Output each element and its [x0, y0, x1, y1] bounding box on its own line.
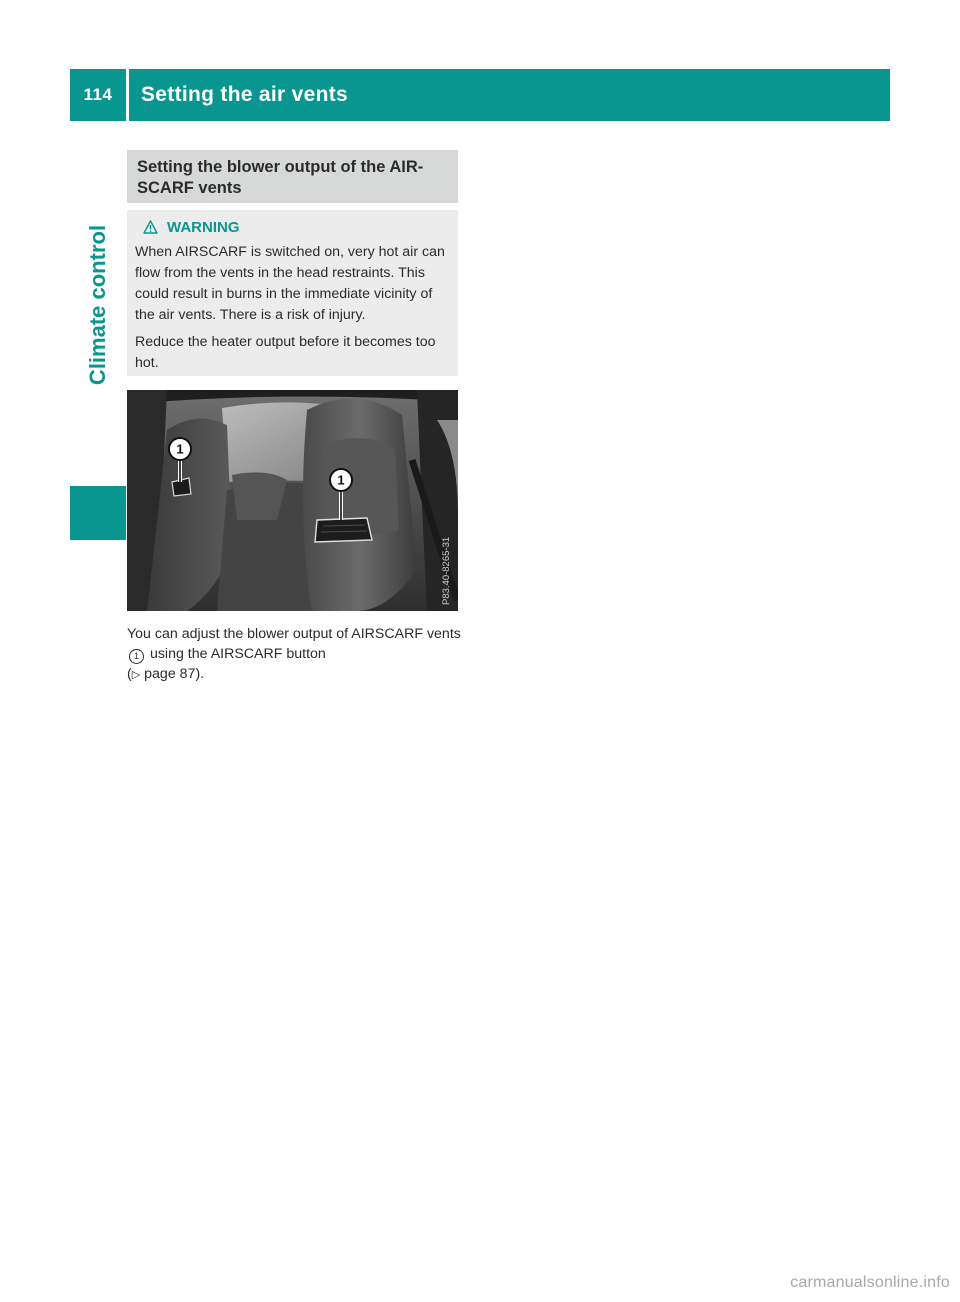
xref-open-paren: (: [127, 666, 132, 682]
warning-box: [127, 210, 458, 376]
chapter-tab-label: Climate control: [85, 224, 111, 386]
warning-instruction: Reduce the heater output before it becomes too hot.: [135, 334, 436, 371]
page-reference[interactable]: [127, 666, 204, 682]
warning-title-row: [135, 216, 450, 238]
xref-arrow-icon: ▷: [131, 669, 141, 681]
callout-reference: 1: [129, 649, 144, 664]
watermark: carmanualsonline.info: [790, 1274, 950, 1291]
warning-title: WARNING: [167, 218, 240, 236]
chapter-tab-marker: [70, 486, 126, 540]
page-title: Setting the air vents: [141, 83, 349, 106]
header-divider: [126, 69, 129, 121]
body-paragraph: [127, 624, 462, 685]
callout-label-left: 1: [176, 441, 184, 457]
page-number: 114: [83, 85, 113, 104]
airscarf-vents-photo: [127, 390, 458, 611]
chapter-tab: [70, 124, 126, 486]
image-code: P83.40-8265-31: [441, 536, 452, 605]
callout-label-right: 1: [337, 472, 345, 488]
body-text-before: You can adjust the blower output of AIRSCARF vents: [127, 626, 461, 642]
right-airscarf-vent: [315, 518, 372, 542]
body-text-after: using the AIRSCARF button: [149, 646, 326, 662]
xref-text: page 87).: [144, 666, 205, 682]
warning-text: When AIRSCARF is switched on, very hot air can flow from the vents in the head restraints. This could result in burns in the immediate vicinity of the air vents. There is a risk of injury.: [135, 244, 445, 323]
section-heading: Setting the blower output of the AIR-SCARF vents: [127, 150, 458, 203]
warning-triangle-icon: [143, 220, 158, 234]
